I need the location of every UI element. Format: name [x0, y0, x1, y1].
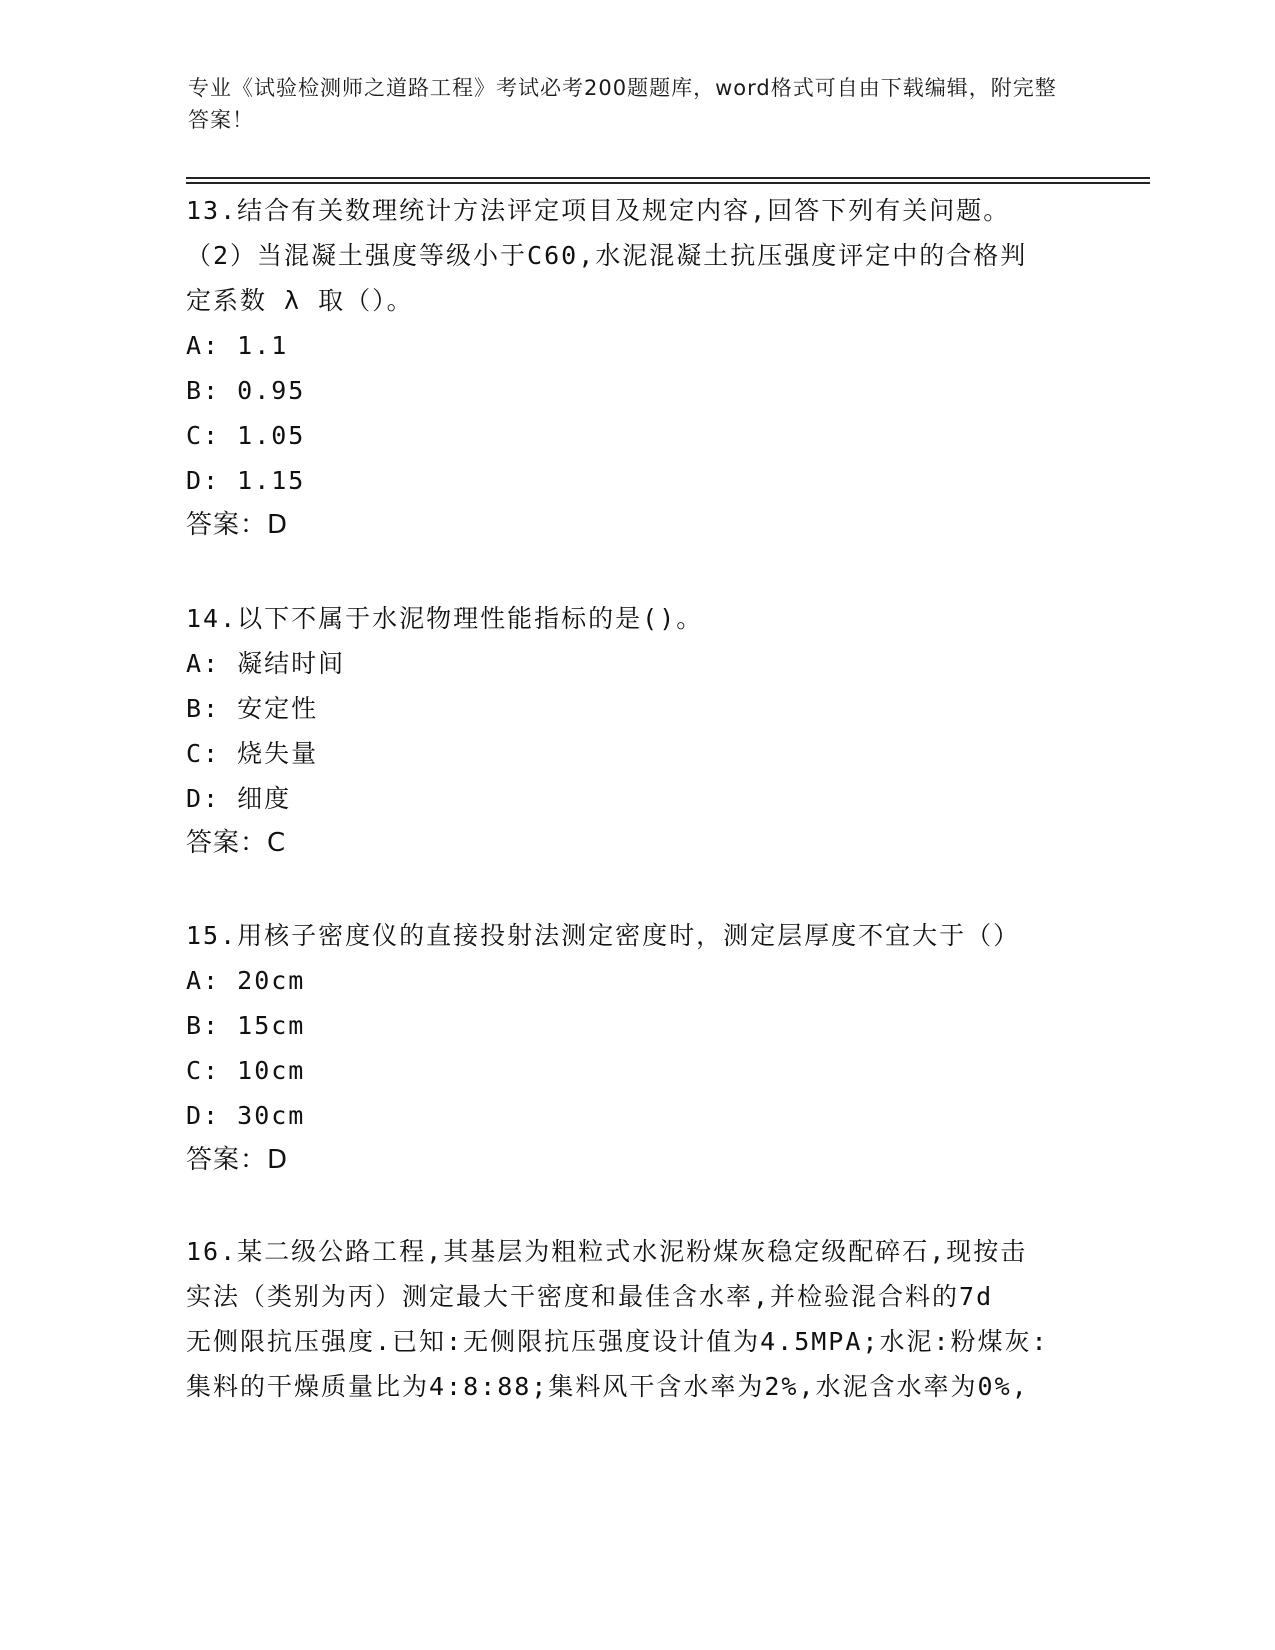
option-d: D: 1.15 — [186, 466, 306, 495]
option-c: C: 1.05 — [186, 421, 306, 450]
header-divider-top — [186, 177, 1150, 179]
question-15 — [186, 913, 1086, 1183]
header-divider-bottom — [186, 182, 1150, 184]
option-b: B: 安定性 — [186, 694, 319, 723]
option-d: D: 细度 — [186, 784, 292, 813]
question-stem-line: （2）当混凝土强度等级小于C60,水泥混凝土抗压强度评定中的合格判 — [186, 241, 1028, 270]
question-stem-line: 14.以下不属于水泥物理性能指标的是()。 — [186, 604, 704, 633]
question-stem-line: 定系数 λ 取（）。 — [186, 286, 414, 315]
question-14 — [186, 596, 1086, 866]
answer-line: 答案：D — [186, 510, 289, 540]
answer-line: 答案：C — [186, 828, 287, 858]
answer-line: 答案：D — [186, 1145, 289, 1175]
option-a: A: 凝结时间 — [186, 649, 346, 678]
option-a: A: 20cm — [186, 966, 306, 995]
question-stem-line: 15.用核子密度仪的直接投射法测定密度时，测定层厚度不宜大于（） — [186, 921, 1021, 950]
option-a: A: 1.1 — [186, 331, 289, 360]
question-stem-line: 实法（类别为丙）测定最大干密度和最佳含水率,并检验混合料的7d — [186, 1282, 994, 1311]
option-d: D: 30cm — [186, 1101, 306, 1130]
option-c: C: 10cm — [186, 1056, 306, 1085]
question-13 — [186, 188, 1086, 548]
question-16 — [186, 1229, 1086, 1409]
option-c: C: 烧失量 — [186, 739, 319, 768]
question-stem-line: 13.结合有关数理统计方法评定项目及规定内容,回答下列有关问题。 — [186, 196, 1011, 225]
option-b: B: 0.95 — [186, 376, 306, 405]
question-stem-line: 16.某二级公路工程,其基层为粗粒式水泥粉煤灰稳定级配碎石,现按击 — [186, 1237, 1028, 1266]
question-stem-line: 无侧限抗压强度.已知:无侧限抗压强度设计值为4.5MPA;水泥:粉煤灰: — [186, 1327, 1049, 1356]
question-stem-line: 集料的干燥质量比为4:8:88;集料风干含水率为2%,水泥含水率为0%, — [186, 1372, 1029, 1401]
option-b: B: 15cm — [186, 1011, 306, 1040]
document-header: 专业《试验检测师之道路工程》考试必考200题题库，word格式可自由下载编辑，附完整答案！ — [188, 76, 1057, 132]
